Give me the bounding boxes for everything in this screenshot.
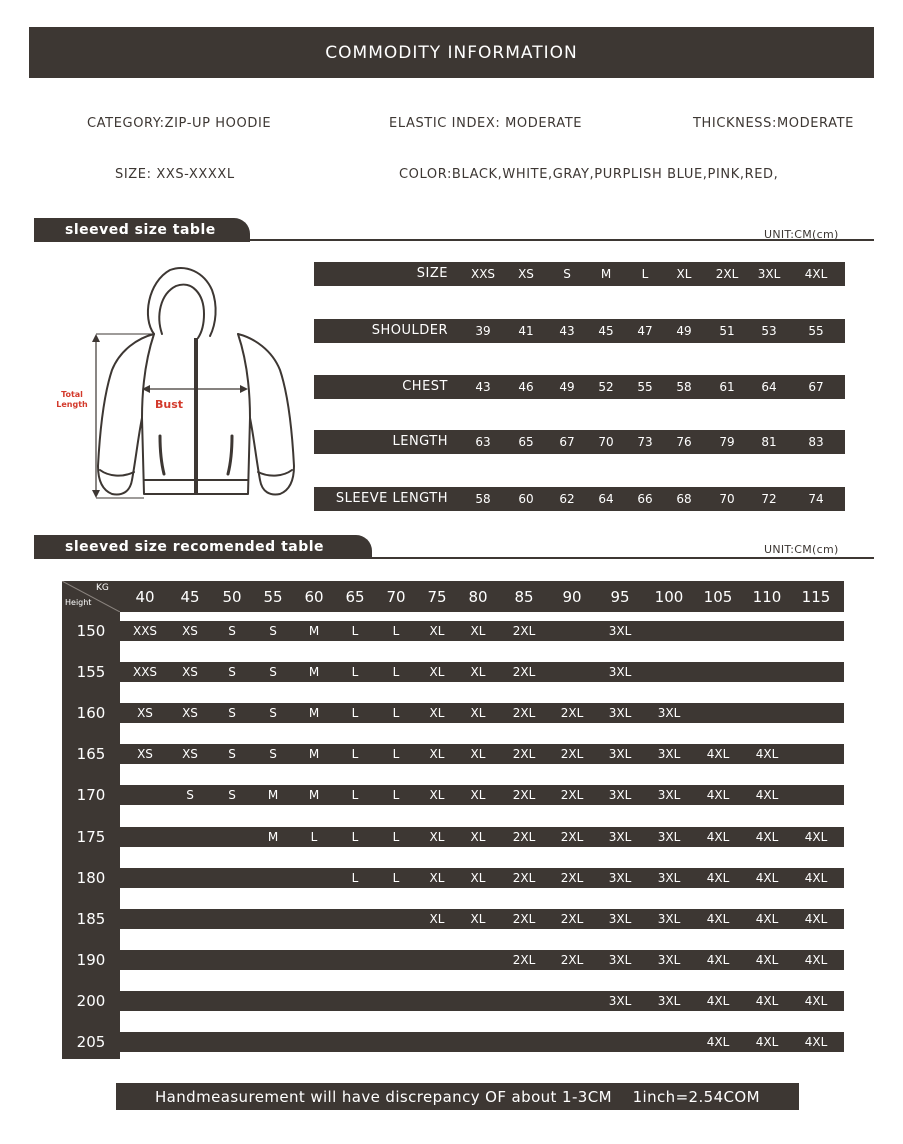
height-label: 175	[76, 828, 106, 846]
recommended-size-cell: S	[228, 706, 236, 720]
weight-header-cell: 50	[222, 588, 242, 606]
recommended-row	[120, 909, 844, 929]
recommended-size-cell: S	[269, 706, 277, 720]
recommended-row	[120, 1032, 844, 1052]
corner-diagonal	[62, 581, 120, 612]
recommended-size-cell: 3XL	[608, 747, 632, 761]
recommended-size-cell: L	[351, 830, 359, 844]
measure-label: CHEST	[402, 379, 448, 394]
recommended-size-cell: M	[267, 788, 279, 802]
measure-value: 43	[559, 324, 575, 338]
recommended-size-cell: XS	[137, 747, 153, 761]
size-range-info: SIZE: XXS-XXXXL	[115, 167, 235, 182]
recommended-size-cell: M	[308, 624, 320, 638]
footer-note-bar	[116, 1083, 799, 1110]
recommended-size-cell: 4XL	[804, 994, 828, 1008]
measure-value: 58	[676, 380, 692, 394]
measure-value: 83	[808, 435, 824, 449]
measure-value: 55	[808, 324, 824, 338]
size-header-cell: XL	[676, 267, 692, 281]
recommended-size-cell: S	[228, 747, 236, 761]
measure-row-sleeve-length	[314, 487, 845, 511]
recommended-size-cell: 3XL	[608, 953, 632, 967]
recommended-size-cell: 4XL	[706, 788, 730, 802]
weight-header-cell: 45	[180, 588, 200, 606]
height-label: 155	[76, 663, 106, 681]
measure-value: 67	[808, 380, 824, 394]
recommended-size-cell: 4XL	[706, 912, 730, 926]
recommended-size-cell: 4XL	[706, 953, 730, 967]
recommended-size-cell: XL	[470, 624, 486, 638]
recommended-size-cell: L	[392, 665, 400, 679]
recommended-size-cell: L	[351, 665, 359, 679]
height-label: 180	[76, 869, 106, 887]
recommended-size-cell: XL	[429, 706, 445, 720]
banner-title: COMMODITY INFORMATION	[325, 42, 578, 63]
measure-value: 81	[761, 435, 777, 449]
recommended-size-cell: 2XL	[512, 706, 536, 720]
height-column	[62, 612, 120, 1059]
height-label: 170	[76, 786, 106, 804]
size-header-cell: XXS	[470, 267, 496, 281]
recommended-size-cell: 4XL	[706, 871, 730, 885]
weight-header-cell: 105	[703, 588, 733, 606]
recommended-size-cell: XXS	[132, 624, 158, 638]
size-header-cell: 4XL	[804, 267, 828, 281]
recommended-size-cell: 3XL	[608, 788, 632, 802]
measure-value: 63	[475, 435, 491, 449]
recommended-size-cell: L	[351, 624, 359, 638]
measure-value: 47	[637, 324, 653, 338]
recommended-row	[120, 827, 844, 847]
recommended-size-cell: 3XL	[657, 871, 681, 885]
size-header-cell: M	[600, 267, 612, 281]
recommended-size-cell: XL	[429, 665, 445, 679]
recommended-size-cell: XL	[470, 788, 486, 802]
height-label: 165	[76, 745, 106, 763]
recommended-row	[120, 662, 844, 682]
weight-header-cell: 75	[427, 588, 447, 606]
bust-label: Bust	[155, 398, 184, 411]
recommended-size-cell: 4XL	[804, 871, 828, 885]
measure-value: 53	[761, 324, 777, 338]
height-label: 160	[76, 704, 106, 722]
measure-value: 46	[518, 380, 534, 394]
recommended-size-cell: 2XL	[560, 788, 584, 802]
measure-row-shoulder	[314, 319, 845, 343]
color-info: COLOR:BLACK,WHITE,GRAY,PURPLISH BLUE,PINK,RED,	[399, 167, 779, 182]
hoodie-diagram	[46, 258, 296, 508]
recommended-size-cell: 2XL	[560, 830, 584, 844]
measure-label: SHOULDER	[371, 323, 448, 338]
recommended-size-cell: XL	[470, 871, 486, 885]
recommended-size-cell: XL	[429, 871, 445, 885]
recommended-size-cell: 2XL	[560, 912, 584, 926]
measure-value: 55	[637, 380, 653, 394]
recommended-size-cell: XS	[137, 706, 153, 720]
recommended-size-cell: 4XL	[804, 830, 828, 844]
recommended-size-cell: 3XL	[657, 953, 681, 967]
measure-value: 49	[559, 380, 575, 394]
measure-value: 74	[808, 492, 824, 506]
recommended-size-cell: 4XL	[755, 912, 779, 926]
recommended-size-cell: 3XL	[608, 912, 632, 926]
category-info: CATEGORY:ZIP-UP HOODIE	[87, 116, 272, 131]
recommended-row	[120, 744, 844, 764]
recommended-size-cell: 3XL	[657, 830, 681, 844]
recommended-size-cell: 3XL	[608, 994, 632, 1008]
recommended-size-cell: S	[228, 624, 236, 638]
weight-header-cell: 65	[345, 588, 365, 606]
weight-header-cell: 110	[752, 588, 782, 606]
weight-header-cell: 90	[562, 588, 582, 606]
recommended-size-cell: 2XL	[512, 624, 536, 638]
recommended-size-cell: M	[308, 706, 320, 720]
discrepancy-note: Handmeasurement will have discrepancy OF about 1-3CM	[155, 1087, 612, 1106]
measure-row-length	[314, 430, 845, 454]
size-header-label: SIZE	[416, 266, 448, 281]
inch-conversion: 1inch=2.54COM	[632, 1087, 760, 1106]
measure-value: 65	[518, 435, 534, 449]
recommended-size-cell: 3XL	[608, 706, 632, 720]
elastic-info: ELASTIC INDEX: MODERATE	[389, 116, 583, 131]
measure-value: 70	[719, 492, 735, 506]
recommended-size-cell: XL	[429, 788, 445, 802]
recommended-size-cell: XXS	[132, 665, 158, 679]
recommended-size-cell: XL	[470, 747, 486, 761]
recommended-size-cell: 2XL	[560, 747, 584, 761]
measure-value: 64	[761, 380, 777, 394]
recommended-size-cell: 4XL	[755, 788, 779, 802]
recommended-size-cell: 4XL	[755, 747, 779, 761]
recommended-size-cell: 4XL	[755, 830, 779, 844]
recommended-size-cell: 3XL	[657, 747, 681, 761]
recommended-size-cell: L	[310, 830, 318, 844]
recommended-size-cell: 4XL	[706, 1035, 730, 1049]
recommended-size-cell: XL	[429, 830, 445, 844]
height-label: 205	[76, 1033, 106, 1051]
recommended-size-cell: 3XL	[657, 706, 681, 720]
recommended-size-cell: XL	[470, 912, 486, 926]
recommended-size-cell: 2XL	[512, 788, 536, 802]
recommended-size-cell: 2XL	[512, 747, 536, 761]
recommended-size-cell: 2XL	[512, 953, 536, 967]
recommended-size-cell: M	[267, 830, 279, 844]
height-label: 190	[76, 951, 106, 969]
weight-header-cell: 80	[468, 588, 488, 606]
measure-value: 49	[676, 324, 692, 338]
measure-value: 58	[475, 492, 491, 506]
recommended-size-cell: L	[392, 788, 400, 802]
thickness-info: THICKNESS:MODERATE	[693, 116, 854, 131]
measure-value: 76	[676, 435, 692, 449]
hood-inner	[159, 285, 204, 338]
size-header-cell: 3XL	[757, 267, 781, 281]
recommended-size-cell: 4XL	[755, 871, 779, 885]
size-table-rule	[34, 239, 874, 241]
recommended-size-cell: 3XL	[657, 788, 681, 802]
right-pocket	[228, 436, 232, 474]
height-label: 200	[76, 992, 106, 1010]
recommended-size-cell: 3XL	[608, 624, 632, 638]
measure-value: 64	[598, 492, 614, 506]
commodity-banner	[29, 27, 874, 78]
recommended-size-cell: L	[351, 706, 359, 720]
measure-value: 60	[518, 492, 534, 506]
recommended-size-cell: XL	[429, 624, 445, 638]
recommended-size-cell: XL	[470, 665, 486, 679]
weight-header-row	[62, 581, 844, 612]
recommended-row	[120, 868, 844, 888]
recommended-size-cell: M	[308, 788, 320, 802]
recommended-size-cell: XS	[182, 706, 198, 720]
weight-header-cell: 100	[654, 588, 684, 606]
recommended-size-cell: L	[392, 830, 400, 844]
recommended-size-cell: 3XL	[657, 912, 681, 926]
weight-header-cell: 60	[304, 588, 324, 606]
recommended-size-cell: 2XL	[560, 953, 584, 967]
recommended-size-cell: 2XL	[512, 665, 536, 679]
measure-value: 45	[598, 324, 614, 338]
recommended-size-cell: 2XL	[560, 871, 584, 885]
measure-value: 70	[598, 435, 614, 449]
right-raglan-seam	[238, 334, 250, 418]
size-header-cell: L	[641, 267, 649, 281]
recommended-row	[120, 950, 844, 970]
hood-outline	[148, 268, 216, 336]
recommended-size-cell: S	[186, 788, 194, 802]
size-header-cell: 2XL	[715, 267, 739, 281]
recommended-size-cell: 4XL	[755, 1035, 779, 1049]
recommended-size-cell: L	[392, 871, 400, 885]
recommended-size-cell: S	[228, 665, 236, 679]
height-label: 185	[76, 910, 106, 928]
measure-label: SLEEVE LENGTH	[335, 491, 448, 506]
measure-value: 68	[676, 492, 692, 506]
recommended-size-cell: XS	[182, 665, 198, 679]
size-header-cell: XS	[518, 267, 534, 281]
recommended-size-cell: XL	[429, 747, 445, 761]
recommended-size-cell: S	[269, 747, 277, 761]
measure-value: 66	[637, 492, 653, 506]
recommended-size-cell: L	[351, 747, 359, 761]
recommended-size-cell: 4XL	[804, 912, 828, 926]
measure-value: 39	[475, 324, 491, 338]
recommended-size-cell: 3XL	[608, 665, 632, 679]
recommended-table-tab	[34, 535, 372, 559]
measure-value: 51	[719, 324, 735, 338]
recommended-table-rule	[34, 557, 874, 559]
recommended-size-cell: 4XL	[755, 953, 779, 967]
weight-header-cell: 85	[514, 588, 534, 606]
weight-header-cell: 40	[135, 588, 155, 606]
measure-row-chest	[314, 375, 845, 399]
left-pocket	[160, 436, 164, 474]
recommended-row	[120, 621, 844, 641]
weight-header-cell: 95	[610, 588, 630, 606]
height-label: 150	[76, 622, 106, 640]
recommended-size-cell: 3XL	[657, 994, 681, 1008]
recommended-table-unit: UNIT:CM(cm)	[764, 543, 839, 556]
recommended-size-cell: L	[392, 624, 400, 638]
kg-corner-label: KG	[96, 583, 109, 593]
recommended-size-cell: XS	[182, 747, 198, 761]
recommended-size-cell: S	[228, 788, 236, 802]
recommended-size-cell: 4XL	[804, 953, 828, 967]
recommended-size-cell: 4XL	[706, 830, 730, 844]
left-raglan-seam	[142, 334, 154, 418]
weight-header-cell: 55	[263, 588, 283, 606]
recommended-size-cell: 4XL	[755, 994, 779, 1008]
recommended-size-cell: 4XL	[706, 747, 730, 761]
size-table-title: sleeved size table	[65, 222, 216, 238]
measure-value: 43	[475, 380, 491, 394]
recommended-size-cell: XL	[470, 830, 486, 844]
recommended-size-cell: S	[269, 665, 277, 679]
recommended-size-cell: 2XL	[512, 871, 536, 885]
size-table-unit: UNIT:CM(cm)	[764, 228, 839, 241]
size-header-bar	[314, 262, 845, 286]
measure-value: 73	[637, 435, 653, 449]
size-header-cell: S	[563, 267, 571, 281]
weight-header-cell: 115	[801, 588, 831, 606]
recommended-size-cell: L	[351, 788, 359, 802]
right-cuff	[258, 470, 292, 476]
recommended-size-cell: 3XL	[608, 830, 632, 844]
measure-value: 41	[518, 324, 534, 338]
measure-value: 62	[559, 492, 575, 506]
recommended-size-cell: L	[392, 747, 400, 761]
measure-value: 61	[719, 380, 735, 394]
recommended-row	[120, 703, 844, 723]
recommended-size-cell: XL	[470, 706, 486, 720]
recommended-size-cell: XS	[182, 624, 198, 638]
recommended-size-cell: L	[351, 871, 359, 885]
left-cuff	[100, 470, 134, 476]
recommended-size-cell: 4XL	[804, 1035, 828, 1049]
recommended-size-cell: 2XL	[560, 706, 584, 720]
recommended-size-cell: 2XL	[512, 830, 536, 844]
recommended-size-cell: M	[308, 665, 320, 679]
measure-label: LENGTH	[392, 434, 448, 449]
weight-header-cell: 70	[386, 588, 406, 606]
recommended-size-cell: 3XL	[608, 871, 632, 885]
measure-value: 72	[761, 492, 777, 506]
recommended-table-title: sleeved size recomended table	[65, 539, 325, 555]
recommended-size-cell: 4XL	[706, 994, 730, 1008]
recommended-row	[120, 991, 844, 1011]
recommended-size-cell: 2XL	[512, 912, 536, 926]
measure-value: 52	[598, 380, 614, 394]
measure-value: 79	[719, 435, 735, 449]
height-corner-label: Height	[65, 598, 92, 607]
total-length-label: Total Length	[56, 390, 88, 409]
recommended-row	[120, 785, 844, 805]
recommended-size-cell: XL	[429, 912, 445, 926]
measure-value: 67	[559, 435, 575, 449]
recommended-size-cell: S	[269, 624, 277, 638]
recommended-size-cell: L	[392, 706, 400, 720]
recommended-size-cell: M	[308, 747, 320, 761]
